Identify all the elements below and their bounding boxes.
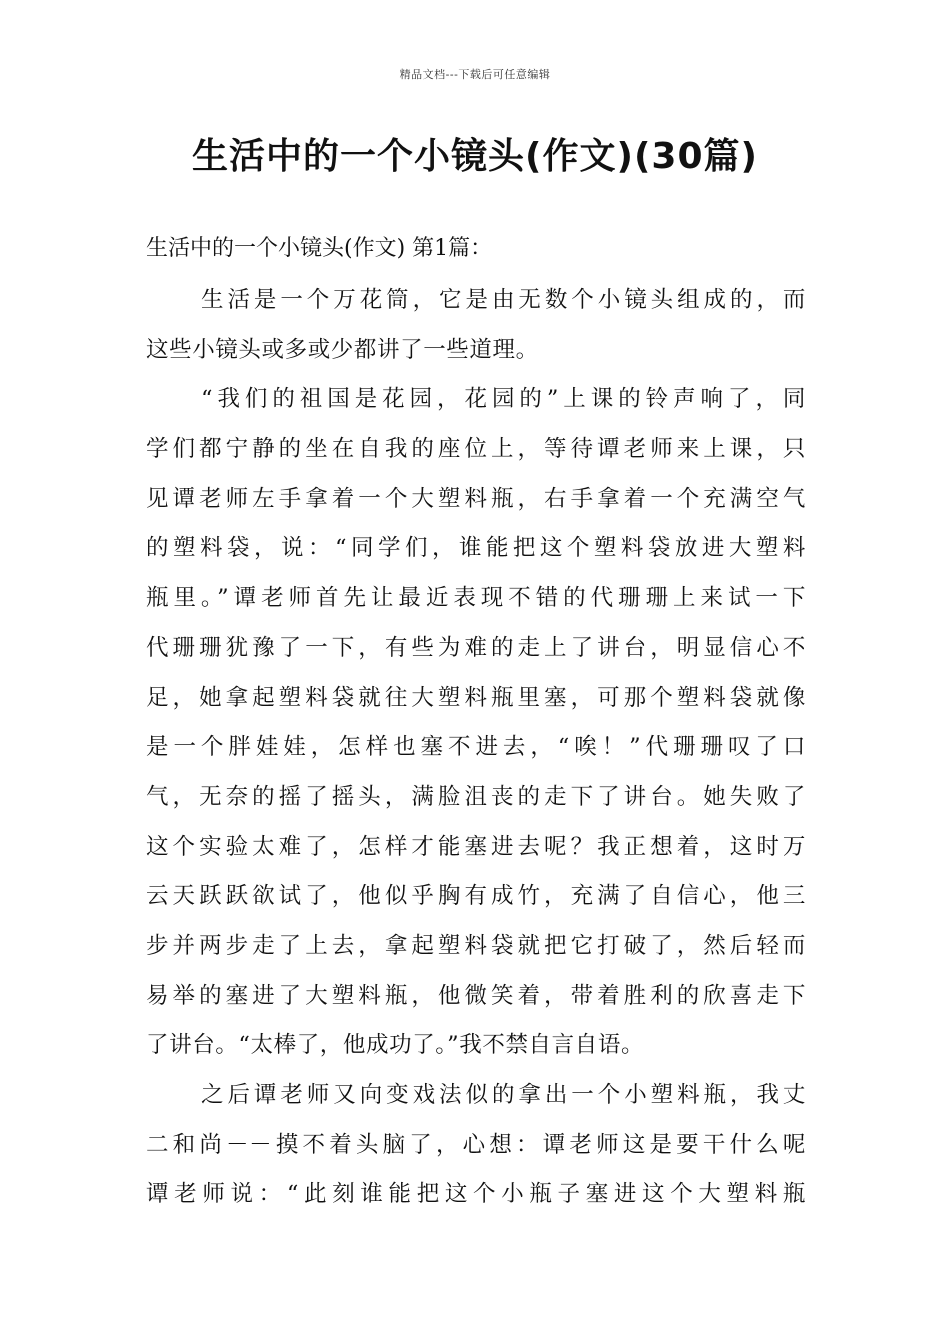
text-line: 的塑料袋，说：“同学们，谁能把这个塑料袋放进大塑料 <box>146 535 806 562</box>
text-line: 谭老师说：“此刻谁能把这个小瓶子塞进这个大塑料瓶 <box>146 1181 806 1208</box>
page-header-note: 精品文档---下载后可任意编辑 <box>399 68 551 81</box>
text-line: 气，无奈的摇了摇头，满脸沮丧的走下了讲台。她失败了 <box>146 783 806 810</box>
text-line: 易举的塞进了大塑料瓶，他微笑着，带着胜利的欣喜走下 <box>146 982 806 1009</box>
text-line: 之后谭老师又向变戏法似的拿出一个小塑料瓶，我丈 <box>201 1082 806 1108</box>
text-line: 足，她拿起塑料袋就往大塑料瓶里塞，可那个塑料袋就像 <box>146 684 806 711</box>
text-line: 是一个胖娃娃，怎样也塞不进去，“唉！”代珊珊叹了口 <box>146 734 806 761</box>
text-line: 生活是一个万花筒，它是由无数个小镜头组成的，而 <box>201 287 806 313</box>
text-line: 二和尚－－摸不着头脑了，心想：谭老师这是要干什么呢 <box>146 1131 806 1158</box>
section-heading: 生活中的一个小镜头(作文) 第1篇： <box>146 236 493 261</box>
document-title: 生活中的一个小镜头(作文)(30篇) <box>192 136 758 177</box>
text-line: 云天跃跃欲试了，他似乎胸有成竹，充满了自信心，他三 <box>146 883 806 910</box>
text-line: 瓶里。”谭老师首先让最近表现不错的代珊珊上来试一下 <box>146 585 806 612</box>
text-line: 这个实验太难了，怎样才能塞进去呢？我正想着，这时万 <box>146 833 806 860</box>
text-line: 了讲台。“太棒了，他成功了。”我不禁自言自语。 <box>146 1032 645 1059</box>
text-line: 代珊珊犹豫了一下，有些为难的走上了讲台，明显信心不 <box>146 634 806 661</box>
text-line: 步并两步走了上去，拿起塑料袋就把它打破了，然后轻而 <box>146 932 806 959</box>
text-line: 学们都宁静的坐在自我的座位上，等待谭老师来上课，只 <box>146 436 806 463</box>
text-line: “我们的祖国是花园，花园的”上课的铃声响了，同 <box>201 386 806 413</box>
essay-body <box>146 280 806 1224</box>
text-line: 见谭老师左手拿着一个大塑料瓶，右手拿着一个充满空气 <box>146 485 806 512</box>
text-line: 这些小镜头或多或少都讲了一些道理。 <box>146 336 539 363</box>
